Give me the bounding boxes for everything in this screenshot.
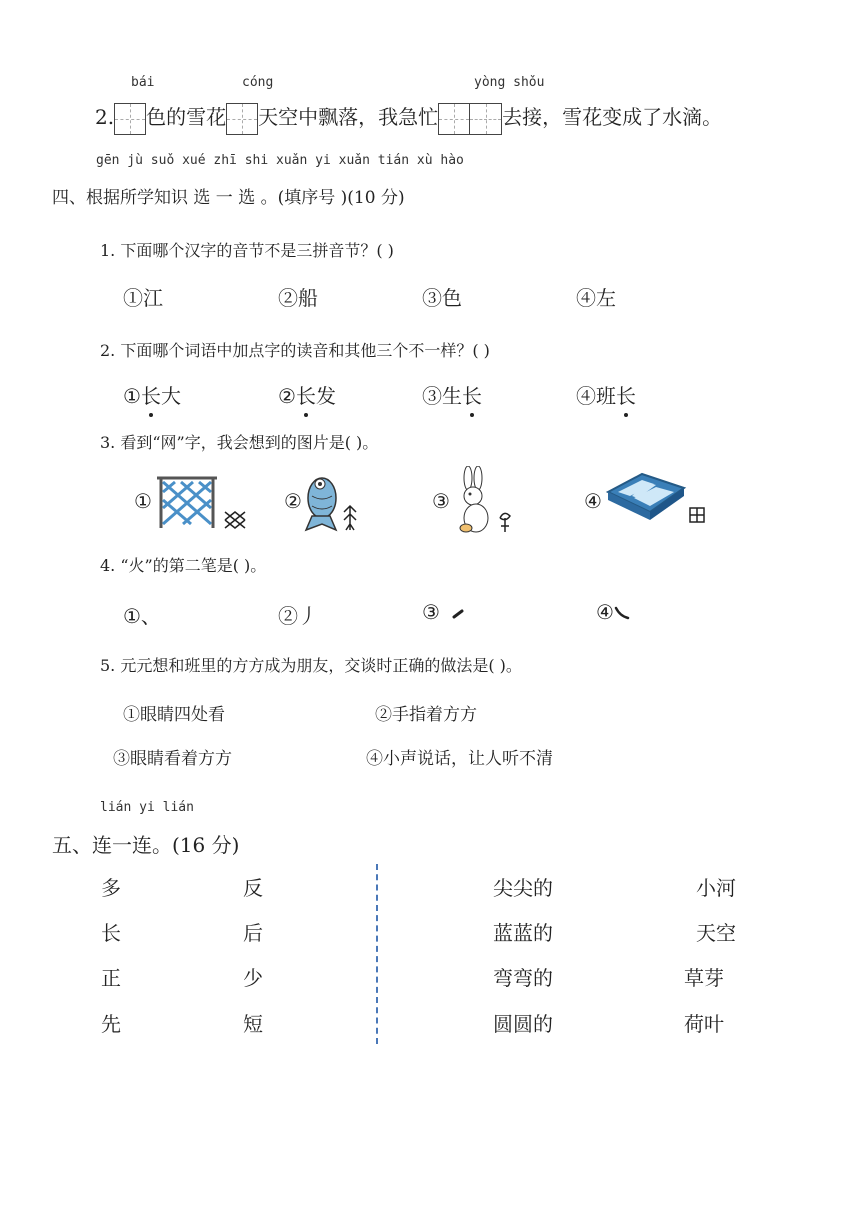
- q5-option-2[interactable]: ②手指着方方: [375, 705, 477, 725]
- match-left-a-2[interactable]: 长: [101, 921, 121, 945]
- section5-pinyin: lián yi lián: [100, 800, 194, 815]
- q3-stem: 3. 看到“网”字，我会想到的图片是( )。: [100, 433, 379, 452]
- q3-label-3[interactable]: ③: [432, 489, 450, 513]
- q2-text-3: 去接，雪花变成了水滴。: [502, 105, 723, 129]
- stroke-dian-left-icon: [440, 604, 470, 624]
- q2-text-2: 天空中飘落，我急忙: [258, 105, 439, 129]
- answer-box-bai[interactable]: [114, 103, 146, 135]
- q2-option-1[interactable]: ①长大: [123, 380, 181, 409]
- pinyin-cong: cóng: [242, 75, 274, 90]
- q4-option-4[interactable]: ④: [596, 600, 634, 624]
- match-left-b-3[interactable]: 少: [243, 966, 263, 990]
- section4-pinyin: gēn jù suǒ xué zhī shi xuǎn yi xuǎn tián xù hào: [96, 153, 464, 168]
- match-right-b-1[interactable]: 小河: [696, 876, 736, 900]
- q5-option-3[interactable]: ③眼睛看着方方: [113, 749, 232, 769]
- q2-stem: 2. 下面哪个词语中加点字的读音和其他三个不一样？( ): [100, 341, 490, 360]
- section5-title: 五、连一连。(16 分): [52, 833, 240, 857]
- section4-title: 四、根据所学知识 选 一 选 。(填序号 )(10 分): [52, 188, 405, 208]
- q5-stem: 5. 元元想和班里的方方成为朋友，交谈时正确的做法是( )。: [100, 656, 522, 675]
- match-left-b-4[interactable]: 短: [243, 1012, 263, 1036]
- q2-number: 2.: [95, 105, 115, 129]
- q1-option-3[interactable]: ③色: [422, 286, 462, 310]
- q4-option-1[interactable]: ①、: [123, 604, 161, 628]
- q2-option-3[interactable]: ③生长: [422, 380, 482, 409]
- match-left-b-1[interactable]: 反: [243, 876, 263, 900]
- match-right-a-3[interactable]: 弯弯的: [493, 966, 553, 990]
- match-right-b-2[interactable]: 天空: [696, 921, 736, 945]
- stroke-na-icon: [614, 604, 634, 624]
- fish-icon[interactable]: [300, 466, 370, 536]
- q2-sentence: [95, 100, 722, 135]
- match-left-b-2[interactable]: 后: [243, 921, 263, 945]
- q2-option-2[interactable]: ②长发: [278, 380, 336, 409]
- match-left-a-4[interactable]: 先: [101, 1012, 121, 1036]
- answer-box-cong[interactable]: [226, 103, 258, 135]
- column-divider: [376, 864, 378, 1044]
- q5-option-1[interactable]: ①眼睛四处看: [123, 705, 225, 725]
- q2-option-4[interactable]: ④班长: [576, 380, 636, 409]
- match-right-a-4[interactable]: 圆圆的: [493, 1012, 553, 1036]
- match-right-b-3[interactable]: 草芽: [684, 966, 724, 990]
- match-right-a-1[interactable]: 尖尖的: [493, 876, 553, 900]
- q4-option-2[interactable]: ②丿: [278, 604, 318, 628]
- q5-option-4[interactable]: ④小声说话，让人听不清: [366, 749, 553, 769]
- q1-option-1[interactable]: ①江: [123, 286, 163, 310]
- match-left-a-1[interactable]: 多: [101, 876, 121, 900]
- q4-option-3[interactable]: ③: [422, 600, 470, 624]
- q3-label-4[interactable]: ④: [584, 489, 602, 513]
- q1-option-2[interactable]: ②船: [278, 286, 318, 310]
- q4-stem: 4. “火”的第二笔是( )。: [100, 556, 267, 575]
- q2-text-1: 色的雪花: [146, 105, 227, 129]
- fishing-net-icon[interactable]: [155, 470, 251, 532]
- pinyin-yongshou: yòng shǒu: [474, 75, 545, 90]
- answer-box-yong[interactable]: [438, 103, 470, 135]
- match-left-a-3[interactable]: 正: [101, 966, 121, 990]
- rabbit-icon[interactable]: [452, 466, 522, 538]
- q3-label-2[interactable]: ②: [284, 489, 302, 513]
- answer-box-shou[interactable]: [470, 103, 502, 135]
- match-right-b-4[interactable]: 荷叶: [684, 1012, 724, 1036]
- q1-option-4[interactable]: ④左: [576, 286, 616, 310]
- q3-label-1[interactable]: ①: [134, 489, 152, 513]
- match-right-a-2[interactable]: 蓝蓝的: [493, 921, 553, 945]
- q1-stem: 1. 下面哪个汉字的音节不是三拼音节？( ): [100, 241, 394, 260]
- tray-icon[interactable]: [604, 470, 714, 532]
- pinyin-bai: bái: [131, 75, 155, 90]
